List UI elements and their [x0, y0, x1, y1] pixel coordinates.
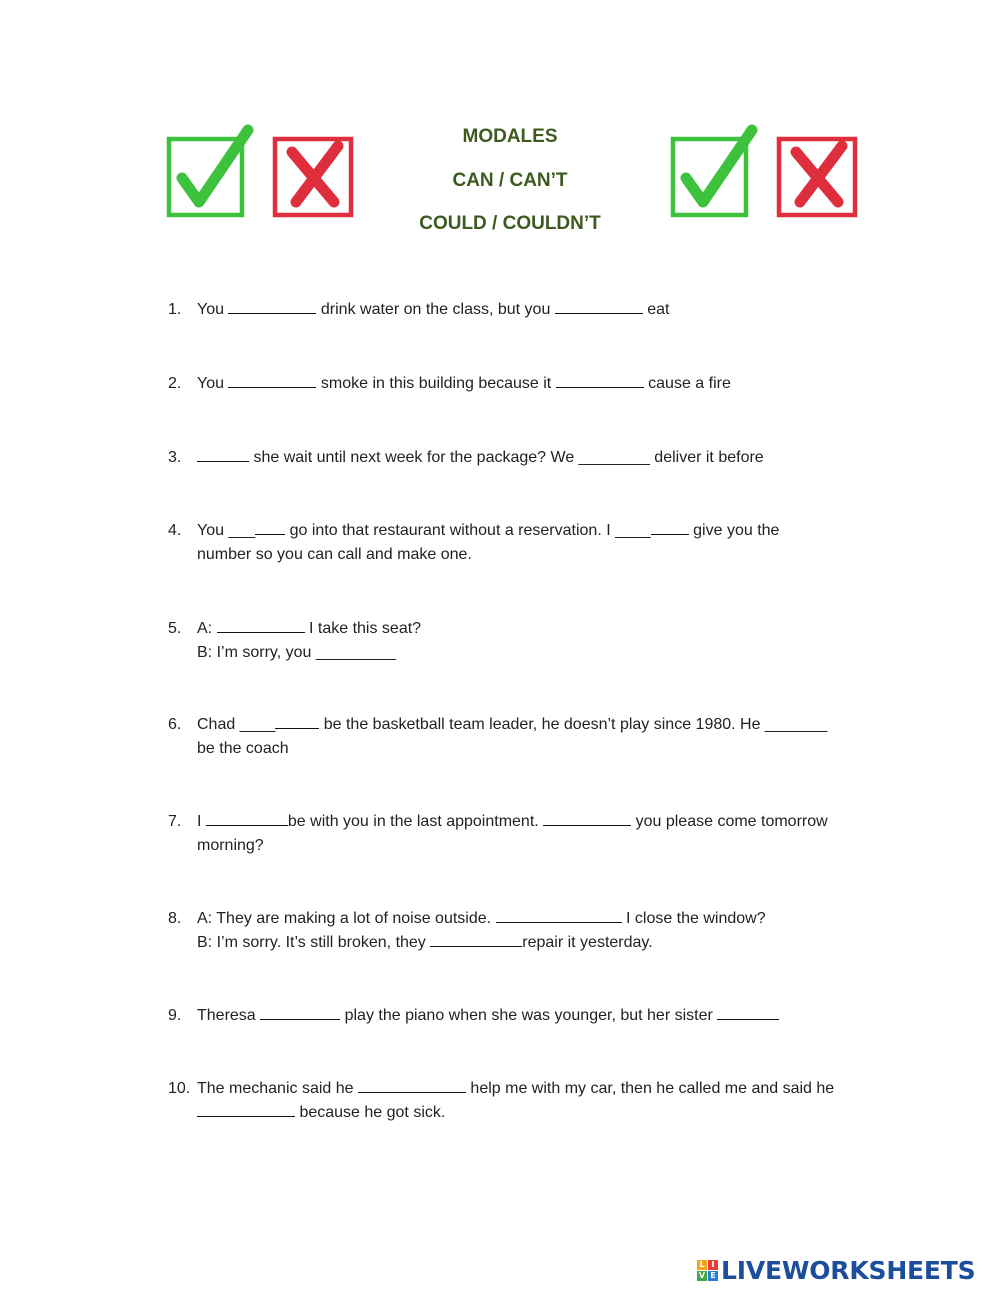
- question-text: I: [197, 813, 206, 830]
- question-text: help me with my car, then he called me and said he: [465, 1080, 835, 1097]
- page-subtitle-can: CAN / CAN’T: [452, 170, 568, 191]
- question-text: cause a fire: [643, 375, 731, 392]
- question-text-line: [197, 617, 421, 641]
- question-text: You ___: [197, 522, 256, 539]
- answer-blank[interactable]: [197, 1102, 295, 1117]
- question-text-line: [197, 834, 264, 858]
- question-text: number so you can call and make one.: [197, 545, 472, 563]
- answer-blank[interactable]: [228, 373, 316, 388]
- question-text: give you the: [688, 522, 780, 539]
- question-text: You: [197, 301, 229, 318]
- question-text: play the piano when she was younger, but her sister: [340, 1007, 718, 1024]
- question-text: you please come tomorrow: [631, 813, 828, 830]
- question-text-line: [197, 543, 472, 567]
- question-text-line: [197, 446, 764, 470]
- check-mark-icon: [166, 124, 260, 220]
- answer-blank[interactable]: [255, 520, 285, 535]
- question-number: 2.: [168, 375, 182, 392]
- answer-blank[interactable]: [197, 447, 249, 462]
- question-text: because he got sick.: [295, 1103, 446, 1121]
- logo-cube: V: [698, 1270, 706, 1280]
- question-number: 5.: [168, 620, 182, 637]
- question-text-line: [197, 1101, 445, 1125]
- question-text-line: [197, 298, 669, 322]
- cross-mark-icon: [776, 136, 860, 220]
- liveworksheets-logo: [697, 1254, 975, 1286]
- question-text: be the basketball team leader, he doesn’t play since 1980. He _______: [319, 716, 828, 733]
- question-text: eat: [642, 301, 670, 318]
- question-number: 3.: [168, 449, 182, 466]
- question-text: You: [197, 375, 229, 392]
- question-number: 6.: [168, 716, 182, 733]
- question-number: 8.: [168, 910, 182, 927]
- question-text: smoke in this building because it: [316, 375, 556, 392]
- check-mark-icon: [670, 124, 764, 220]
- page-title: MODALES: [462, 126, 558, 147]
- question-text: A: They are making a lot of noise outside.: [197, 910, 496, 927]
- question-text-line: [197, 713, 827, 737]
- question-number: 4.: [168, 522, 182, 539]
- answer-blank[interactable]: [260, 1005, 340, 1020]
- question-text: The mechanic said he: [197, 1080, 358, 1097]
- answer-blank[interactable]: [358, 1078, 466, 1093]
- question-text: repair it yesterday.: [522, 933, 653, 951]
- question-text: she wait until next week for the package? We ________ deliver it before: [249, 449, 764, 466]
- question-text-line: [197, 931, 653, 955]
- question-text-line: [197, 810, 828, 834]
- answer-blank[interactable]: [496, 908, 622, 923]
- question-text: be with you in the last appointment.: [287, 813, 544, 830]
- answer-blank[interactable]: [275, 714, 319, 729]
- logo-cube: I: [708, 1260, 718, 1270]
- question-number: 7.: [168, 813, 182, 830]
- question-text: B: I’m sorry. It’s still broken, they: [197, 933, 431, 951]
- question-text: A:: [197, 620, 217, 637]
- question-text: Theresa: [197, 1007, 261, 1024]
- logo-cube: E: [708, 1271, 718, 1281]
- answer-blank[interactable]: [717, 1005, 779, 1020]
- logo-cubes-icon: [697, 1260, 718, 1281]
- logo-cube: L: [697, 1260, 707, 1270]
- answer-blank[interactable]: [430, 932, 522, 947]
- question-text: I take this seat?: [304, 620, 422, 637]
- page-subtitle-could: COULD / COULDN’T: [419, 213, 601, 234]
- question-text: I close the window?: [621, 910, 766, 927]
- question-number: 10.: [168, 1080, 191, 1097]
- question-text: be the coach: [197, 739, 289, 757]
- question-text-line: [197, 1077, 834, 1101]
- question-number: 1.: [168, 301, 182, 318]
- question-text: go into that restaurant without a reservation. I ____: [285, 522, 651, 539]
- question-text-line: [197, 1004, 779, 1028]
- answer-blank[interactable]: [651, 520, 689, 535]
- answer-blank[interactable]: [556, 373, 644, 388]
- question-number: 9.: [168, 1007, 182, 1024]
- answer-blank[interactable]: [228, 299, 316, 314]
- question-text-line: [197, 372, 731, 396]
- question-text-line: [197, 737, 289, 761]
- answer-blank[interactable]: [217, 618, 305, 633]
- question-text-line: [197, 519, 779, 543]
- logo-text: LIVEWORKSHEETS: [721, 1255, 976, 1285]
- question-text: drink water on the class, but you: [316, 301, 555, 318]
- question-text: morning?: [197, 836, 264, 854]
- question-text-line: [197, 907, 766, 931]
- question-text: Chad ____: [197, 716, 276, 733]
- answer-blank[interactable]: [206, 811, 288, 826]
- question-text: B: I’m sorry, you _________: [197, 643, 396, 661]
- answer-blank[interactable]: [543, 811, 631, 826]
- answer-blank[interactable]: [555, 299, 643, 314]
- question-text-line: [197, 641, 396, 665]
- cross-mark-icon: [272, 136, 356, 220]
